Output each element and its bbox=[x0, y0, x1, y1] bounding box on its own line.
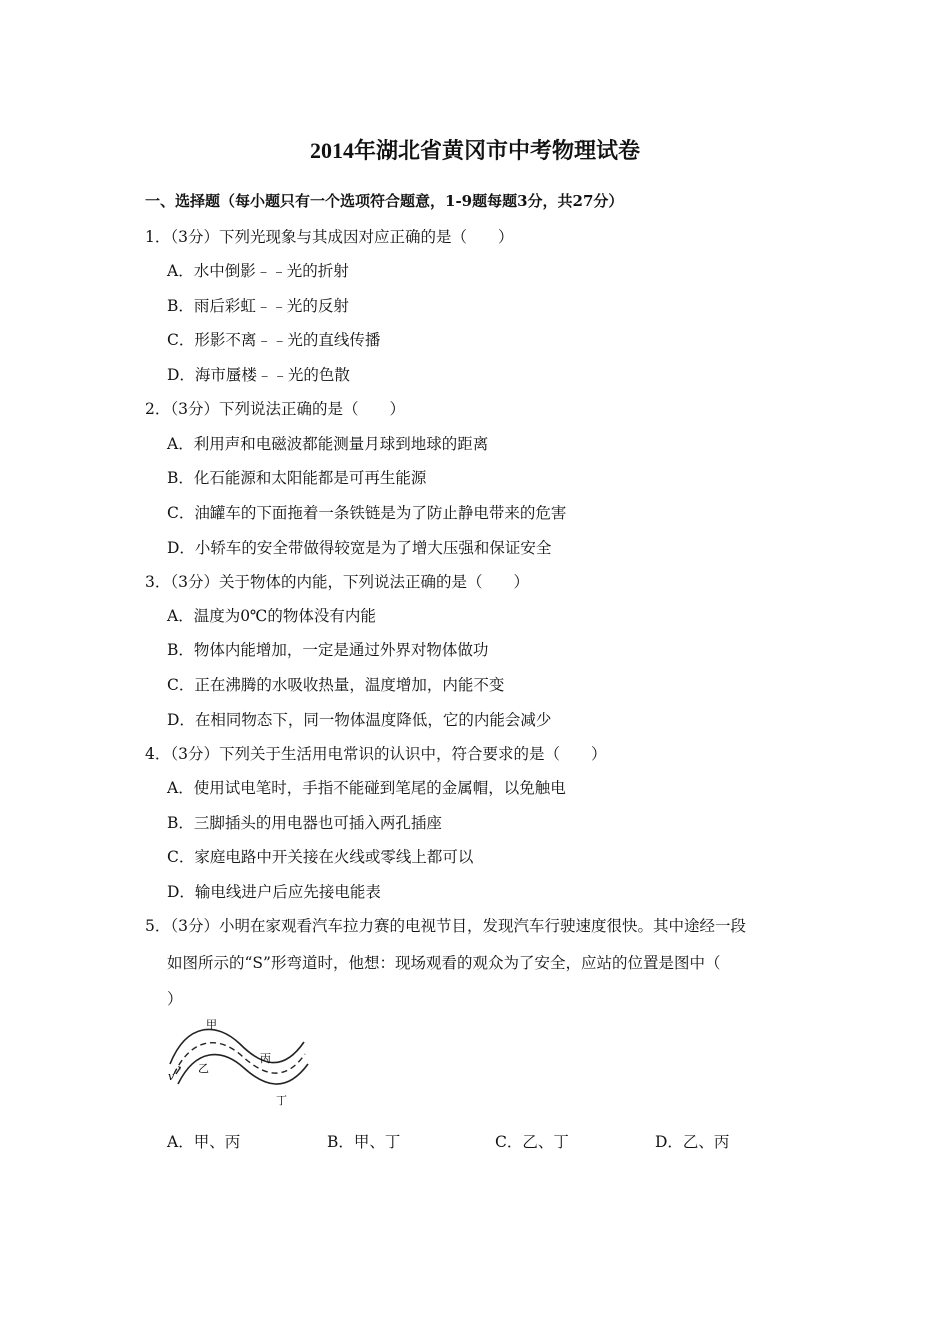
question-5-option-a: A．甲、丙 bbox=[167, 1133, 241, 1151]
question-3-option-a: A．温度为0℃的物体没有内能 bbox=[167, 607, 376, 625]
road-center-line bbox=[174, 1043, 305, 1074]
question-1-option-d: D．海市蜃楼﹣﹣光的色散 bbox=[167, 366, 350, 384]
question-2-option-a: A．利用声和电磁波都能测量月球到地球的距离 bbox=[167, 435, 489, 453]
question-4-stem: 4．（3分）下列关于生活用电常识的认识中，符合要求的是（ ） bbox=[145, 745, 607, 763]
question-1-option-c: C．形影不离﹣﹣光的直线传播 bbox=[167, 331, 381, 349]
question-5-stem-line-3: ） bbox=[167, 990, 183, 1008]
question-3-stem: 3．（3分）关于物体的内能，下列说法正确的是（ ） bbox=[145, 573, 529, 591]
label-ding: 丁 bbox=[276, 1094, 287, 1107]
question-1-option-b: B．雨后彩虹﹣﹣光的反射 bbox=[167, 297, 349, 315]
question-5-option-d: D．乙、丙 bbox=[655, 1133, 730, 1151]
question-4-option-d: D．输电线进户后应先接电能表 bbox=[167, 883, 381, 901]
question-2-option-c: C．油罐车的下面拖着一条铁链是为了防止静电带来的危害 bbox=[167, 504, 567, 522]
question-3-option-c: C．正在沸腾的水吸收热量，温度增加，内能不变 bbox=[167, 676, 505, 694]
question-5-stem-line-2: 如图所示的“S”形弯道时，他想：现场观看的观众为了安全，应站的位置是图中（ bbox=[167, 954, 721, 972]
question-3-option-b: B．物体内能增加，一定是通过外界对物体做功 bbox=[167, 641, 489, 659]
label-v: v bbox=[168, 1070, 175, 1083]
question-4-option-a: A．使用试电笔时，手指不能碰到笔尾的金属帽，以免触电 bbox=[167, 779, 566, 797]
question-2-option-b: B．化石能源和太阳能都是可再生能源 bbox=[167, 469, 427, 487]
s-curve-road-figure bbox=[162, 1012, 312, 1107]
question-1-stem: 1．（3分）下列光现象与其成因对应正确的是（ ） bbox=[145, 228, 514, 246]
label-bing: 丙 bbox=[260, 1052, 271, 1065]
question-5-option-c: C．乙、丁 bbox=[495, 1133, 569, 1151]
label-jia: 甲 bbox=[206, 1018, 217, 1031]
question-1-option-a: A．水中倒影﹣﹣光的折射 bbox=[167, 262, 349, 280]
question-3-option-d: D．在相同物态下，同一物体温度降低，它的内能会减少 bbox=[167, 711, 552, 729]
question-2-option-d: D．小轿车的安全带做得较宽是为了增大压强和保证安全 bbox=[167, 539, 552, 557]
question-5-stem-line-1: 5．（3分）小明在家观看汽车拉力赛的电视节目，发现汽车行驶速度很快。其中途经一段 bbox=[145, 917, 746, 935]
question-4-option-c: C．家庭电路中开关接在火线或零线上都可以 bbox=[167, 848, 474, 866]
page-title: 2014年湖北省黄冈市中考物理试卷 bbox=[309, 138, 640, 163]
section-heading: 一、选择题（每小题只有一个选项符合题意，1-9题每题3分，共27分） bbox=[145, 192, 624, 210]
question-4-option-b: B．三脚插头的用电器也可插入两孔插座 bbox=[167, 814, 442, 832]
road-outer-edge bbox=[170, 1029, 304, 1064]
question-2-stem: 2．（3分）下列说法正确的是（ ） bbox=[145, 400, 405, 418]
label-yi: 乙 bbox=[198, 1062, 209, 1075]
question-5-options bbox=[167, 1130, 729, 1152]
question-5-option-b: B．甲、丁 bbox=[327, 1133, 401, 1151]
